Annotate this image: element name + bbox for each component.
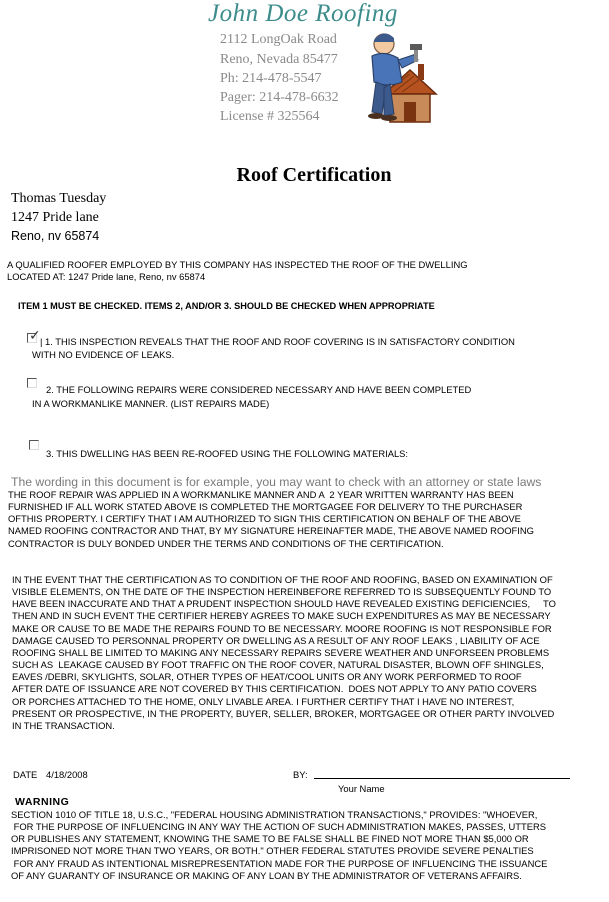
item2-line1: 2. THE FOLLOWING REPAIRS WERE CONSIDERED NECESSARY AND HAVE BEEN COMPLETED — [46, 384, 472, 395]
warranty-paragraph: THE ROOF REPAIR WAS APPLIED IN A WORKMANLIKE MANNER AND A 2 YEAR WRITTEN WARRANTY HAS BEEN FURNISHED IF ALL WORK STATED ABOVE IS COMPLETED THE MORTGAGEE FOR DELIVERY TO THE PURCHASER OFTHIS PROPERTY. I CERTIFY THAT I AM AUTHORIZED TO SIGN THIS CERTIFICATION ON BEHALF OF THE ABOVE NAMED ROOFING CONTRACTOR AND THAT, BY MY SIGNATURE HEREINAFTER MADE, THE ABOVE NAMED ROOFING CONTRACTOR IS DULY BONDED UNDER THE TERMS AND CONDITIONS OF THE CERTIFICATION. — [8, 489, 534, 549]
item2-line2: IN A WORKMANLIKE MANNER. (LIST REPAIRS MADE) — [32, 398, 270, 409]
item1-checkbox[interactable] — [27, 328, 41, 344]
liability-paragraph: IN THE EVENT THAT THE CERTIFICATION AS TO CONDITION OF THE ROOF AND ROOFING, BASED ON EXAMINATION OF VISIBLE ELEMENTS, ON THE DATE OF THE INSPECTION HEREINBEFORE REFERRED TO IS SUBSEQUENTLY FOUND TO HAVE BEEN INACCURATE AND THAT A PRUDENT INSPECTION SHOULD HAVE REVEALED EXISTING DEFICIENCIES, TO THEN AND IN SUCH EVENT THE CERTIFIER HEREBY AGREES TO MAKE SUCH EXPENDITURES AS MAY BE NECESSARY MAKE OR CAUSE TO BE MADE THE REPAIRS FOUND TO BE NECESSARY. MOORE ROOFING IS NOT RESPONSIBLE FOR DAMAGE CAUSED TO PERSONNAL PROPERTY OR DWELLING AS A RESULT OF ANY ROOF LEAKS , LIABILITY OF ACE ROOFING SHALL BE LIMITED TO MAKING ANY NECESSARY REPAIRS SEVERE WEATHER AND UNFORSEEN PROBLEMS SUCH AS LEAKAGE CAUSED BY FOOT TRAFFIC ON THE ROOF COVER, NATURAL DISASTER, BLOWN OFF SHINGLES, EAVES /DEBRI, SKYLIGHTS, SOLAR, OTHER TYPES OF HEAT/COOL UNITS OR ANY WORK PERFORMED TO ROOF AFTER DATE OF ISSUANCE ARE NOT COVERED BY THIS CERTIFICATION. DOES NOT APPLY TO ANY PATIO COVERS OR PORCHES ATTACHED TO THE HOME, ONLY LIVABLE AREA. I FURTHER CERTIFY THAT I HAVE NO INTEREST, PRESENT OR PROSPECTIVE, IN THE PROPERTY, BUYER, SELLER, BROKER, MORTGAGEE OR OTHER PARTY INVOLVED IN THE TRANSACTION. — [12, 574, 556, 731]
item1-line2: WITH NO EVIDENCE OF LEAKS. — [32, 349, 175, 360]
company-address-line2: Reno, Nevada 85477 — [220, 52, 338, 67]
date-label: DATE — [13, 769, 38, 780]
roofer-with-house-icon — [354, 24, 440, 128]
intro-line2: LOCATED AT: 1247 Pride lane, Reno, nv 65874 — [7, 271, 206, 282]
customer-name: Thomas Tuesday — [11, 191, 107, 206]
item3-checkbox[interactable] — [29, 440, 39, 450]
item1-line1: | 1. THIS INSPECTION REVEALS THAT THE ROOF AND ROOF COVERING IS IN SATISFACTORY CONDITION — [40, 336, 515, 347]
company-name: John Doe Roofing — [208, 0, 398, 27]
document-title: Roof Certification — [236, 164, 392, 186]
date-value: 4/18/2008 — [46, 769, 88, 780]
intro-line1: A QUALIFIED ROOFER EMPLOYED BY THIS COMPANY HAS INSPECTED THE ROOF OF THE DWELLING — [7, 259, 468, 270]
instructions: ITEM 1 MUST BE CHECKED. ITEMS 2, AND/OR 3. SHOULD BE CHECKED WHEN APPROPRIATE — [18, 301, 435, 311]
company-pager: Pager: 214-478-6632 — [220, 90, 339, 105]
warning-heading: WARNING — [15, 796, 70, 808]
signature-line[interactable] — [314, 778, 570, 779]
company-phone: Ph: 214-478-5547 — [220, 71, 322, 86]
warning-text: SECTION 1010 OF TITLE 18, U.S.C., "FEDERAL HOUSING ADMINISTRATION TRANSACTIONS," PROVIDES: "WHOEVER, FOR THE PURPOSE OF INFLUENCING IN ANY WAY THE ACTION OF SUCH ADMINISTRATION MAKES, PASSES, UTTERS OR PUBLISHES ANY STATEMENT, KNOWING THE SAME TO BE FALSE SHALL BE FINED NOT MORE THAN $5,000 OR IMPRISONED NOT MORE THAN TWO YEARS, OR BOTH." OTHER FEDERAL STATUTES PROVIDE SEVERE PENALTIES FOR ANY FRAUD AS INTENTIONAL MISREPRESENTATION MADE FOR THE PURPOSE OF INFLUENCING THE ISSUANCE OF ANY GUARANTY OF INSURANCE OR MAKING OF ANY LOAN BY THE ADMINISTRATOR OF VETERANS AFFAIRS. — [11, 809, 548, 881]
example-note: The wording in this document is for example, you may want to check with an attorney or state laws — [11, 475, 542, 489]
signer-name-caption: Your Name — [338, 783, 385, 794]
company-address-line1: 2112 LongOak Road — [220, 32, 337, 47]
customer-street: 1247 Pride lane — [11, 210, 99, 225]
company-license: License # 325564 — [220, 109, 320, 124]
customer-city: Reno, nv 65874 — [11, 229, 100, 243]
by-label: BY: — [293, 769, 308, 780]
checkmark-icon: ✓ — [29, 328, 41, 344]
item2-checkbox[interactable] — [27, 378, 37, 388]
item3-line1: 3. THIS DWELLING HAS BEEN RE-ROOFED USING THE FOLLOWING MATERIALS: — [46, 448, 409, 459]
